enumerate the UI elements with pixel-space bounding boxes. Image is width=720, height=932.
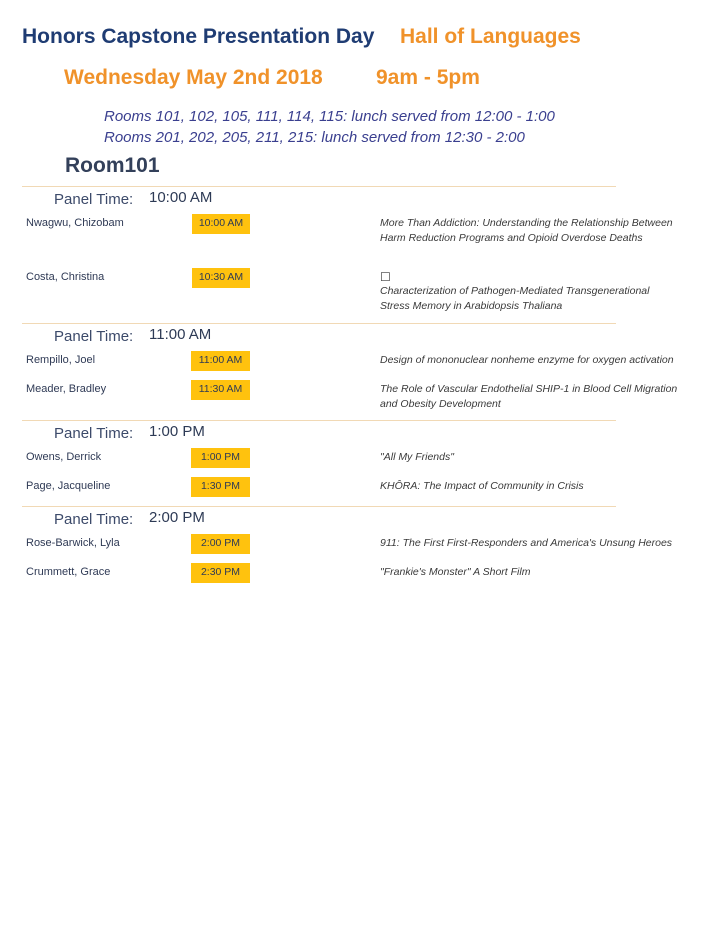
presentation-time: 2:30 PM (191, 563, 250, 583)
panel-time-label: Panel Time: (54, 328, 134, 345)
room-word: Room (65, 154, 125, 177)
venue-name: Hall of Languages (400, 25, 581, 48)
presentation-title-text: "All My Friends" (380, 451, 454, 463)
panel-divider (22, 323, 616, 324)
presentation-title (380, 382, 680, 412)
presentation-title-text: "Frankie's Monster" A Short Film (380, 566, 531, 578)
lunch-note-first-floor: Rooms 101, 102, 105, 111, 114, 115: lunch served from 12:00 - 1:00 (104, 108, 555, 125)
panel-time-label: Panel Time: (54, 191, 134, 208)
presenter-name: Page, Jacqueline (26, 480, 111, 492)
presentation-title (380, 479, 710, 494)
room-number: 101 (124, 154, 160, 177)
panel-divider (22, 186, 616, 187)
presentation-title (380, 216, 680, 246)
presenter-name: Costa, Christina (26, 271, 105, 283)
event-date: Wednesday May 2nd 2018 (64, 66, 323, 89)
presentation-time: 1:00 PM (191, 448, 250, 468)
presentation-title (380, 536, 710, 551)
presentation-time: 1:30 PM (191, 477, 250, 497)
presentation-title-text: KHÔRA: The Impact of Community in Crisis (380, 480, 584, 492)
presentation-title-text: More Than Addiction: Understanding the Relationship Between Harm Reduction Programs and Opioid Overdose Deaths (380, 217, 673, 244)
lunch-note-second-floor: Rooms 201, 202, 205, 211, 215: lunch served from 12:30 - 2:00 (104, 129, 525, 146)
presentation-title (380, 353, 710, 368)
presenter-name: Nwagwu, Chizobam (26, 217, 124, 229)
panel-time-value: 2:00 PM (149, 509, 205, 526)
presentation-title (380, 565, 710, 580)
panel-time-value: 11:00 AM (149, 326, 212, 343)
event-title: Honors Capstone Presentation Day (22, 25, 375, 48)
checkbox-icon: ☐ (380, 270, 391, 284)
panel-time-value: 1:00 PM (149, 423, 205, 440)
presentation-time: 2:00 PM (191, 534, 250, 554)
presentation-title-text: Characterization of Pathogen-Mediated Transgenerational Stress Memory in Arabidopsis Thaliana (380, 285, 650, 312)
presentation-title (380, 270, 680, 314)
presentation-title-text: Design of mononuclear nonheme enzyme for oxygen activation (380, 354, 674, 366)
presenter-name: Owens, Derrick (26, 451, 102, 463)
presentation-time: 11:00 AM (191, 351, 250, 371)
presenter-name: Rose-Barwick, Lyla (26, 537, 120, 549)
room-heading (65, 154, 160, 178)
panel-time-label: Panel Time: (54, 425, 134, 442)
presentation-title (380, 450, 710, 465)
presentation-time: 10:30 AM (192, 268, 250, 288)
presentation-time: 10:00 AM (192, 214, 250, 234)
presenter-name: Meader, Bradley (26, 383, 107, 395)
presentation-title-text: The Role of Vascular Endothelial SHIP-1 in Blood Cell Migration and Obesity Development (380, 383, 678, 410)
event-hours: 9am - 5pm (376, 66, 480, 89)
panel-time-label: Panel Time: (54, 511, 134, 528)
panel-divider (22, 420, 616, 421)
panel-divider (22, 506, 616, 507)
panel-time-value: 10:00 AM (149, 189, 213, 206)
presentation-time: 11:30 AM (191, 380, 250, 400)
presenter-name: Rempillo, Joel (26, 354, 96, 366)
presentation-title-text: 911: The First First-Responders and America's Unsung Heroes (380, 537, 673, 549)
presenter-name: Crummett, Grace (26, 566, 111, 578)
